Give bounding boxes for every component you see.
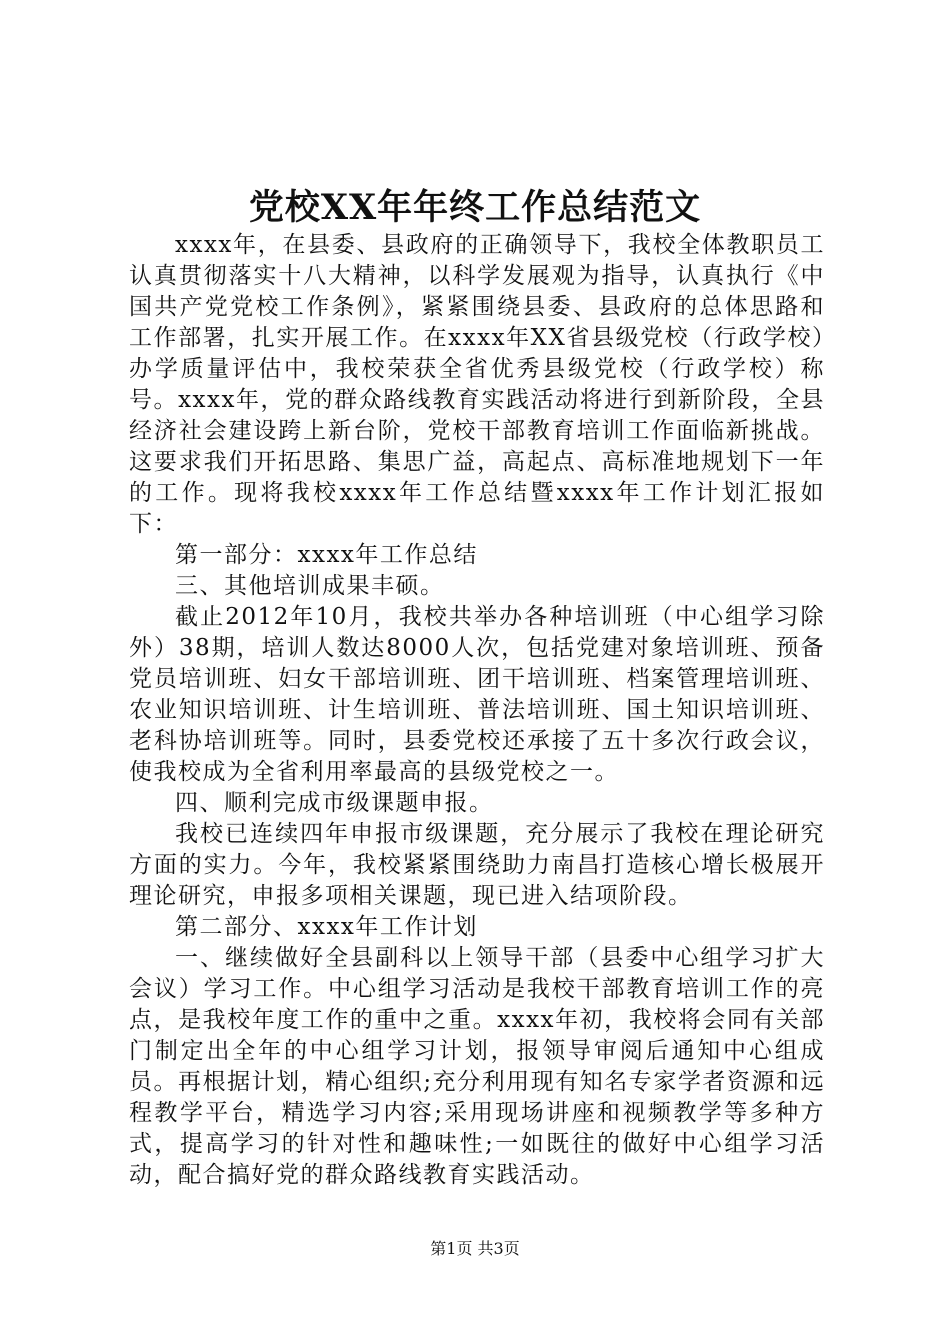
paragraph-intro: xxxx年，在县委、县政府的正确领导下，我校全体教职员工认真贯彻落实十八大精神，以科学发展观为指导，认真执行《中国共产党党校工作条例》，紧紧围绕县委、县政府的总体思路和工作部署，扎实开展工作。在xxxx年XX省县级党校（行政学校）办学质量评估中，我校荣获全省优秀县级党校（行政学校）称号。xxxx年，党的群众路线教育实践活动将进行到新阶段，全县经济社会建设跨上新台阶，党校干部教育培训工作面临新挑战。这要求我们开拓思路、集思广益，高起点、高标准地规划下一年的工作。现将我校xxxx年工作总结暨xxxx年工作计划汇报如下： xyxy=(129,232,825,537)
subsection-heading-research: 四、顺利完成市级课题申报。 xyxy=(175,790,494,816)
paragraph-training: 截止2012年10月，我校共举办各种培训班（中心组学习除外）38期，培训人数达8000人次，包括党建对象培训班、预备党员培训班、妇女干部培训班、团干培训班、档案管理培训班、农业知识培训班、计生培训班、普法培训班、国土知识培训班、老科协培训班等。同时，县委党校还承接了五十多次行政会议，使我校成为全省利用率最高的县级党校之一。 xyxy=(129,604,825,785)
paragraph-plan: 一、继续做好全县副科以上领导干部（县委中心组学习扩大会议）学习工作。中心组学习活动是我校干部教育培训工作的亮点，是我校年度工作的重中之重。xxxx年初，我校将会同有关部门制定出全年的中心组学习计划，报领导审阅后通知中心组成员。再根据计划，精心组织;充分利用现有知名专家学者资源和远程教学平台，精选学习内容;采用现场讲座和视频教学等多种方式，提高学习的针对性和趣味性;一如既往的做好中心组学习活动，配合搞好党的群众路线教育实践活动。 xyxy=(129,945,825,1188)
document-body xyxy=(129,230,825,1191)
paragraph-research: 我校已连续四年申报市级课题，充分展示了我校在理论研究方面的实力。今年，我校紧紧围绕助力南昌打造核心增长极展开理论研究，申报多项相关课题，现已进入结项阶段。 xyxy=(129,821,825,909)
section-heading-part-two: 第二部分、xxxx年工作计划 xyxy=(175,914,478,940)
subsection-heading-training: 三、其他培训成果丰硕。 xyxy=(175,573,445,599)
section-heading-part-one: 第一部分：xxxx年工作总结 xyxy=(175,542,478,568)
page-title: 党校XX年年终工作总结范文 xyxy=(248,187,702,228)
page-footer: 第1页 共3页 xyxy=(430,1239,520,1258)
